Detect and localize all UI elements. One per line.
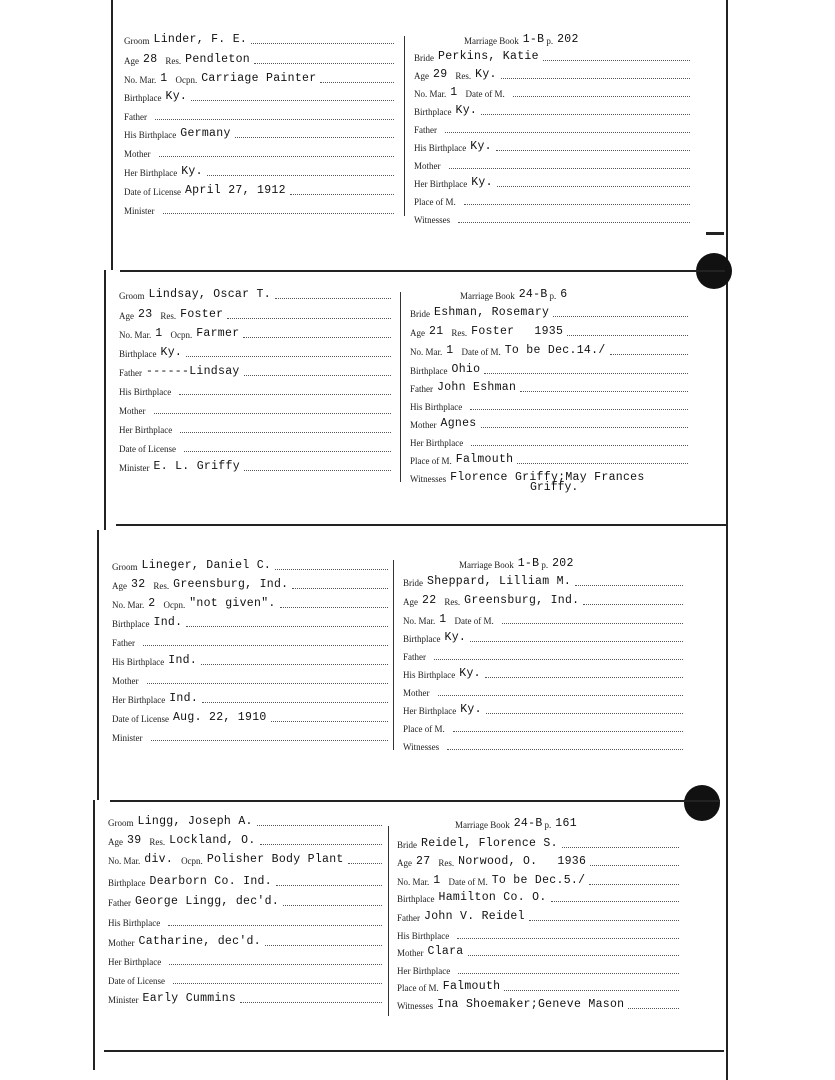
her-birthplace-label: Her Birthplace bbox=[414, 179, 468, 189]
age-label: Age bbox=[414, 71, 429, 81]
witnesses: Ina Shoemaker;Geneve Mason bbox=[437, 998, 625, 1011]
groom-his-birthplace: Ind. bbox=[168, 654, 198, 667]
mother-label: Mother bbox=[397, 948, 424, 958]
no-mar-label: No. Mar. bbox=[108, 856, 141, 866]
her-birthplace-label: Her Birthplace bbox=[124, 168, 178, 178]
father-label: Father bbox=[414, 125, 437, 135]
left-page-edge bbox=[104, 270, 106, 530]
age-label: Age bbox=[112, 581, 127, 591]
res-label: Res. bbox=[451, 328, 468, 338]
groom-father: George Lingg, dec'd. bbox=[135, 895, 280, 908]
witnesses-label: Witnesses bbox=[403, 742, 440, 752]
age-label: Age bbox=[403, 597, 418, 607]
groom-age: 23 bbox=[138, 308, 153, 321]
groom-no-mar: 1 bbox=[160, 72, 168, 85]
bride-birthplace: Hamilton Co. O. bbox=[438, 891, 547, 904]
groom-occupation: "not given". bbox=[189, 597, 276, 610]
groom-age: 28 bbox=[143, 53, 158, 66]
birthplace-label: Birthplace bbox=[397, 894, 435, 904]
column-divider bbox=[388, 826, 389, 1016]
age-label: Age bbox=[124, 56, 139, 66]
ocpn-label: Ocpn. bbox=[170, 330, 193, 340]
card-separator bbox=[110, 800, 720, 802]
license-label: Date of License bbox=[112, 714, 169, 724]
groom-occupation: Polisher Body Plant bbox=[206, 853, 344, 866]
age-label: Age bbox=[119, 311, 134, 321]
res-label: Res. bbox=[165, 56, 182, 66]
no-mar-label: No. Mar. bbox=[119, 330, 152, 340]
father-label: Father bbox=[124, 112, 147, 122]
ocpn-label: Ocpn. bbox=[175, 75, 198, 85]
card-separator bbox=[116, 524, 726, 526]
groom-birthplace: Ind. bbox=[153, 616, 183, 629]
license-label: Date of License bbox=[108, 976, 165, 986]
license-date: Aug. 22, 1910 bbox=[172, 711, 267, 724]
witnesses-label: Witnesses bbox=[397, 1001, 434, 1011]
marriage-book-label: Marriage Book bbox=[460, 291, 515, 301]
marriage-place: Falmouth bbox=[442, 980, 501, 993]
groom-birthplace: Ky. bbox=[160, 346, 183, 359]
groom-occupation: Farmer bbox=[196, 327, 240, 340]
date-of-marriage-label: Date of M. bbox=[454, 616, 494, 626]
bride-label: Bride bbox=[414, 53, 434, 63]
mother-label: Mother bbox=[410, 420, 437, 430]
marriage-place: Falmouth bbox=[455, 453, 514, 466]
res-label: Res. bbox=[455, 71, 472, 81]
his-birthplace-label: His Birthplace bbox=[403, 670, 456, 680]
page-number: 161 bbox=[555, 817, 577, 830]
license-label: Date of License bbox=[124, 187, 181, 197]
groom-label: Groom bbox=[119, 291, 145, 301]
place-of-marriage-label: Place of M. bbox=[410, 456, 452, 466]
her-birthplace-label: Her Birthplace bbox=[112, 695, 166, 705]
bride-name: Sheppard, Lilliam M. bbox=[427, 575, 572, 588]
bride-label: Bride bbox=[410, 309, 430, 319]
father-label: Father bbox=[108, 898, 131, 908]
marriage-book-number: 1-B bbox=[522, 33, 545, 46]
left-page-edge bbox=[111, 0, 113, 270]
card-separator bbox=[120, 270, 725, 272]
mother-label: Mother bbox=[124, 149, 151, 159]
groom-no-mar: 2 bbox=[148, 597, 156, 610]
marriage-year: 1936 bbox=[557, 855, 587, 868]
groom-her-birthplace: Ky. bbox=[181, 165, 203, 178]
bride-name: Reidel, Florence S. bbox=[421, 837, 558, 850]
mother-label: Mother bbox=[403, 688, 430, 698]
groom-age: 39 bbox=[127, 834, 142, 847]
bride-no-mar: 1 bbox=[450, 86, 458, 99]
witnesses-label: Witnesses bbox=[414, 215, 451, 225]
scan-mark bbox=[706, 232, 724, 235]
res-label: Res. bbox=[153, 581, 170, 591]
groom-residence: Foster bbox=[180, 308, 224, 321]
marriage-book-label: Marriage Book bbox=[464, 36, 519, 46]
birthplace-label: Birthplace bbox=[124, 93, 162, 103]
license-label: Date of License bbox=[119, 444, 176, 454]
mother-label: Mother bbox=[108, 938, 135, 948]
bride-no-mar: 1 bbox=[446, 344, 454, 357]
minister-label: Minister bbox=[119, 463, 150, 473]
bride-his-birthplace: Ky. bbox=[470, 140, 492, 153]
no-mar-label: No. Mar. bbox=[397, 877, 430, 887]
page-number: 202 bbox=[552, 557, 574, 570]
birthplace-label: Birthplace bbox=[119, 349, 157, 359]
father-label: Father bbox=[112, 638, 135, 648]
no-mar-label: No. Mar. bbox=[410, 347, 443, 357]
page-label: p. bbox=[546, 36, 554, 46]
column-divider bbox=[400, 292, 401, 482]
groom-name: Linder, F. E. bbox=[153, 33, 248, 46]
page-label: p. bbox=[544, 820, 552, 830]
page-number: 6 bbox=[560, 288, 568, 301]
marriage-date: To be Dec.5./ bbox=[491, 874, 586, 887]
date-of-marriage-label: Date of M. bbox=[461, 347, 501, 357]
page-label: p. bbox=[541, 560, 549, 570]
bride-residence: Ky. bbox=[475, 68, 497, 81]
groom-label: Groom bbox=[124, 36, 150, 46]
groom-name: Lingg, Joseph A. bbox=[137, 815, 253, 828]
marriage-book-number: 1-B bbox=[517, 557, 540, 570]
age-label: Age bbox=[397, 858, 412, 868]
minister-label: Minister bbox=[108, 995, 139, 1005]
bride-birthplace: Ky. bbox=[444, 631, 467, 644]
place-of-marriage-label: Place of M. bbox=[397, 983, 439, 993]
column-divider bbox=[404, 36, 405, 216]
groom-her-birthplace: Ind. bbox=[169, 692, 199, 705]
groom-residence: Pendleton bbox=[185, 53, 250, 66]
right-page-edge bbox=[726, 0, 728, 1080]
groom-label: Groom bbox=[112, 562, 138, 572]
bride-mother: Clara bbox=[427, 945, 464, 958]
father-label: Father bbox=[403, 652, 426, 662]
groom-label: Groom bbox=[108, 818, 134, 828]
witnesses-label: Witnesses bbox=[410, 474, 447, 484]
bride-his-birthplace: Ky. bbox=[459, 667, 481, 680]
bride-age: 27 bbox=[416, 855, 431, 868]
marriage-book-label: Marriage Book bbox=[455, 820, 510, 830]
groom-name: Lindsay, Oscar T. bbox=[148, 288, 271, 301]
license-date: April 27, 1912 bbox=[184, 184, 286, 197]
bride-mother: Agnes bbox=[440, 417, 477, 430]
mother-label: Mother bbox=[119, 406, 146, 416]
bride-birthplace: Ohio bbox=[451, 363, 481, 376]
birthplace-label: Birthplace bbox=[403, 634, 441, 644]
res-label: Res. bbox=[444, 597, 461, 607]
bride-residence: Foster bbox=[471, 325, 515, 338]
her-birthplace-label: Her Birthplace bbox=[403, 706, 457, 716]
his-birthplace-label: His Birthplace bbox=[112, 657, 165, 667]
bride-her-birthplace: Ky. bbox=[471, 176, 493, 189]
bride-birthplace: Ky. bbox=[455, 104, 478, 117]
bride-no-mar: 1 bbox=[433, 874, 441, 887]
ocpn-label: Ocpn. bbox=[181, 856, 203, 866]
no-mar-label: No. Mar. bbox=[112, 600, 145, 610]
marriage-book-number: 24-B bbox=[513, 817, 543, 830]
age-label: Age bbox=[108, 837, 123, 847]
bride-residence: Greensburg, Ind. bbox=[464, 594, 580, 607]
page-number: 202 bbox=[557, 33, 579, 46]
marriage-year: 1935 bbox=[534, 325, 564, 338]
page-label: p. bbox=[549, 291, 557, 301]
groom-no-mar: 1 bbox=[155, 327, 163, 340]
left-page-edge bbox=[93, 800, 95, 1070]
mother-label: Mother bbox=[112, 676, 139, 686]
bride-father: John V. Reidel bbox=[424, 910, 525, 923]
minister-name: E. L. Griffy bbox=[153, 460, 240, 473]
marriage-book-label: Marriage Book bbox=[459, 560, 514, 570]
bride-father: John Eshman bbox=[437, 381, 517, 394]
no-mar-label: No. Mar. bbox=[414, 89, 447, 99]
card-separator bbox=[104, 1050, 724, 1052]
column-divider bbox=[393, 560, 394, 750]
bride-name: Perkins, Katie bbox=[438, 50, 539, 63]
his-birthplace-label: His Birthplace bbox=[119, 387, 172, 397]
birthplace-label: Birthplace bbox=[410, 366, 448, 376]
no-mar-label: No. Mar. bbox=[403, 616, 436, 626]
his-birthplace-label: His Birthplace bbox=[124, 130, 177, 140]
birthplace-label: Birthplace bbox=[108, 878, 146, 888]
groom-occupation: Carriage Painter bbox=[201, 72, 317, 85]
groom-father: ------Lindsay bbox=[146, 365, 240, 378]
age-label: Age bbox=[410, 328, 425, 338]
her-birthplace-label: Her Birthplace bbox=[119, 425, 173, 435]
groom-no-mar: div. bbox=[144, 853, 174, 866]
place-of-marriage-label: Place of M. bbox=[403, 724, 445, 734]
groom-residence: Lockland, O. bbox=[169, 834, 256, 847]
left-page-edge bbox=[97, 530, 99, 800]
marriage-date: To be Dec.14./ bbox=[504, 344, 606, 357]
his-birthplace-label: His Birthplace bbox=[397, 931, 450, 941]
date-of-marriage-label: Date of M. bbox=[448, 877, 488, 887]
punch-hole bbox=[684, 785, 720, 821]
bride-residence: Norwood, O. bbox=[458, 855, 538, 868]
groom-birthplace: Dearborn Co. Ind. bbox=[149, 875, 272, 888]
bride-age: 22 bbox=[422, 594, 437, 607]
res-label: Res. bbox=[160, 311, 177, 321]
groom-birthplace: Ky. bbox=[165, 90, 188, 103]
groom-name: Lineger, Daniel C. bbox=[141, 559, 272, 572]
date-of-marriage-label: Date of M. bbox=[465, 89, 505, 99]
groom-his-birthplace: Germany bbox=[180, 127, 231, 140]
bride-label: Bride bbox=[397, 840, 417, 850]
groom-mother: Catharine, dec'd. bbox=[138, 935, 261, 948]
res-label: Res. bbox=[149, 837, 166, 847]
her-birthplace-label: Her Birthplace bbox=[397, 966, 451, 976]
minister-label: Minister bbox=[124, 206, 155, 216]
groom-residence: Greensburg, Ind. bbox=[173, 578, 289, 591]
ocpn-label: Ocpn. bbox=[163, 600, 186, 610]
his-birthplace-label: His Birthplace bbox=[108, 918, 161, 928]
minister-label: Minister bbox=[112, 733, 143, 743]
birthplace-label: Birthplace bbox=[414, 107, 452, 117]
his-birthplace-label: His Birthplace bbox=[410, 402, 463, 412]
bride-her-birthplace: Ky. bbox=[460, 703, 482, 716]
bride-age: 29 bbox=[433, 68, 448, 81]
father-label: Father bbox=[119, 368, 142, 378]
birthplace-label: Birthplace bbox=[112, 619, 150, 629]
father-label: Father bbox=[397, 913, 420, 923]
witnesses: Florence Griffy;May Frances bbox=[450, 471, 645, 484]
her-birthplace-label: Her Birthplace bbox=[410, 438, 464, 448]
father-label: Father bbox=[410, 384, 433, 394]
her-birthplace-label: Her Birthplace bbox=[108, 957, 162, 967]
his-birthplace-label: His Birthplace bbox=[414, 143, 467, 153]
bride-label: Bride bbox=[403, 578, 423, 588]
minister-name: Early Cummins bbox=[142, 992, 237, 1005]
bride-no-mar: 1 bbox=[439, 613, 447, 626]
witnesses-continued: Griffy. bbox=[530, 481, 579, 494]
bride-age: 21 bbox=[429, 325, 444, 338]
mother-label: Mother bbox=[414, 161, 441, 171]
place-of-marriage-label: Place of M. bbox=[414, 197, 456, 207]
no-mar-label: No. Mar. bbox=[124, 75, 157, 85]
groom-age: 32 bbox=[131, 578, 146, 591]
res-label: Res. bbox=[438, 858, 455, 868]
bride-name: Eshman, Rosemary bbox=[434, 306, 550, 319]
marriage-book-number: 24-B bbox=[518, 288, 548, 301]
